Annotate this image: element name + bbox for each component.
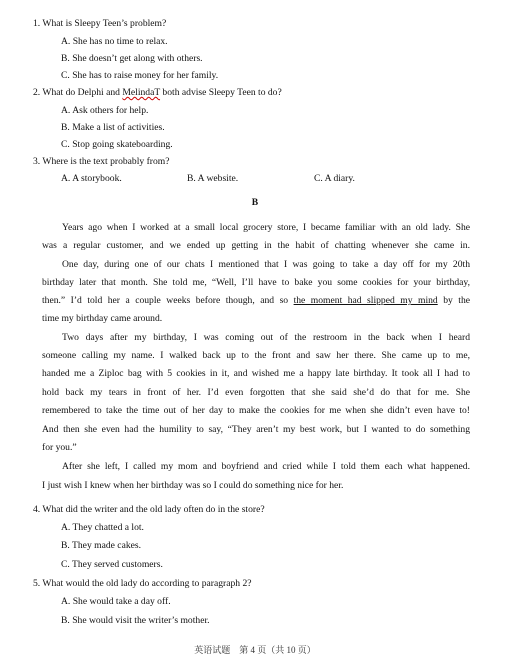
question-3-stem: 3. Where is the text probably from? (33, 156, 170, 167)
question-4-option-a: A. They chatted a lot. (61, 522, 144, 533)
passage-p3-line4: hold back my tears in front of her. I’d even forgotten that she said she’d do that for me. She (42, 387, 470, 398)
question-4-option-b: B. They made cakes. (61, 540, 142, 551)
passage-p3-line5: remembered to take the time out of her day to make the cookies for me when she didn’t even have to! (42, 405, 470, 416)
question-2-stem-start: 2. What do Delphi and (33, 87, 123, 98)
passage-p4-line1: After she left, I called my mom and boyfriend and cried while I told them each what happened. (62, 461, 470, 472)
question-1-option-b: B. She doesn’t get along with others. (61, 53, 203, 64)
passage-p2-line3 (42, 295, 470, 307)
passage-p3-line7: for you.” (42, 442, 77, 453)
passage-p3-line3: handed me a Ziploc bag with 5 cookies in it, and wished me a happy late birthday. It took all I had to (42, 368, 470, 379)
page-footer: 英语试题 第 4 页（共 10 页） (194, 645, 316, 655)
question-1-option-a: A. She has no time to relax. (61, 36, 168, 47)
question-2-option-c: C. Stop going skateboarding. (61, 139, 173, 150)
passage-p2-line3-end: by the (437, 295, 470, 306)
question-1-stem: 1. What is Sleepy Teen’s problem? (33, 18, 167, 29)
passage-p1-line2: was a regular customer, and we ended up getting in the habit of chatting whenever she came in. (42, 240, 470, 251)
passage-p3-line1: Two days after my birthday, I was coming out of the restroom in the back when I heard (62, 332, 470, 343)
passage-p2-line4: time my birthday came around. (42, 313, 163, 324)
question-2-option-b: B. Make a list of activities. (61, 122, 165, 133)
question-3-option-a: A. A storybook. (61, 173, 122, 184)
underlined-phrase: the moment had slipped my mind (293, 295, 438, 306)
question-4-stem: 4. What did the writer and the old lady often do in the store? (33, 504, 265, 515)
question-5-option-a: A. She would take a day off. (61, 596, 171, 607)
question-5-option-b: B. She would visit the writer’s mother. (61, 615, 210, 626)
question-2-stem-end: both advise Sleepy Teen to do? (160, 87, 282, 98)
question-4-option-c: C. They served customers. (61, 559, 163, 570)
question-3-option-b: B. A website. (187, 173, 239, 184)
question-2-name-melindat: MelindaT (122, 87, 161, 98)
passage-p1-line1: Years ago when I worked at a small local grocery store, I became familiar with an old lady. She (62, 222, 470, 233)
passage-p2-line3-start: then.” I’d told her a couple weeks before though, and so (42, 295, 294, 306)
passage-p2-line2: birthday later that month. She told me, “Well, I’ll have to bake you some cookies for your birthday, (42, 277, 470, 288)
section-heading-b: B (251, 197, 259, 208)
question-2-stem (33, 87, 282, 99)
passage-p2-line1: One day, during one of our chats I mentioned that I was going to take a day off for my 20th (62, 259, 470, 270)
question-2-option-a: A. Ask others for help. (61, 105, 149, 116)
question-3-option-c: C. A diary. (314, 173, 355, 184)
passage-p4-line2: I just wish I knew when her birthday was so I could do something nice for her. (42, 480, 344, 491)
question-5-stem: 5. What would the old lady do according to paragraph 2? (33, 578, 252, 589)
question-1-option-c: C. She has to raise money for her family. (61, 70, 219, 81)
passage-p3-line2: someone calling my name. I walked back up to the front and saw her there. She came up to me, (42, 350, 470, 361)
passage-p3-line6: And then she even had the humility to say, “They aren’t my best work, but I wanted to do something (42, 424, 470, 435)
